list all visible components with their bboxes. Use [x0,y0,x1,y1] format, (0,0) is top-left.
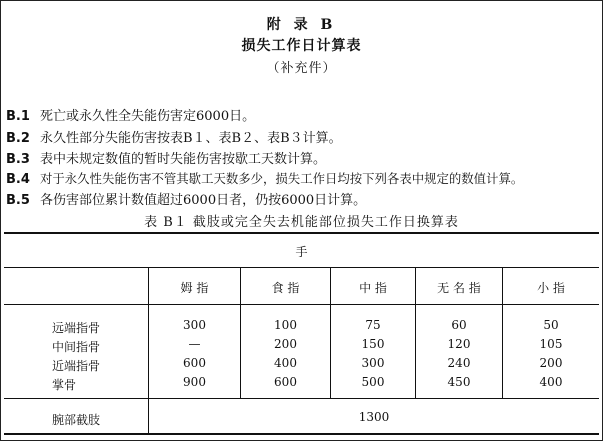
wrist-value: 1300 [358,410,390,424]
table-cell: 60 [451,318,467,332]
appendix-title: 附 录 B [266,17,337,33]
row-label-metacarpal: 掌骨 [52,378,77,392]
column-header-thumb: 姆 指 [180,281,209,295]
clause-b4: B.4 对于永久性失能伤害不管其歇工天数多少，损失工作日均按下列各表中规定的数值计算。 [6,171,524,187]
table-cell: 50 [543,318,559,332]
table-cell: 400 [539,375,563,389]
table-cell: 75 [365,318,381,332]
table-cell: 150 [361,337,385,351]
clause-b5: B.5 各伤害部位累计数值超过6000日者，仍按6000日计算。 [6,193,367,208]
table-cell: 300 [361,356,385,370]
table-cell: 400 [274,356,297,370]
appendix-note: （补充件） [266,61,337,76]
table-top-rule [4,232,599,234]
table-cell: 200 [274,337,297,351]
clause-b2: B.2 永久性部分失能伤害按表B１、表B２、表B３计算。 [6,131,342,146]
table-cell: — [188,337,201,351]
table-cell: 300 [183,318,206,332]
table-cell: 120 [447,337,471,351]
table-cell: 105 [539,337,563,351]
table-cell: 450 [447,375,471,389]
column-header-middle: 中 指 [359,281,387,295]
body-rule [4,398,599,399]
clause-b3: B.3 表中未规定数值的暂时失能伤害按歇工天数计算。 [6,152,327,167]
table-cell: 500 [361,375,385,389]
table-caption: 表 B１ 截肢或完全失去机能部位损失工作日换算表 [144,215,459,230]
column-header-index: 食 指 [271,281,300,295]
group-header-rule [4,267,599,268]
table-cell: 600 [274,375,297,389]
row-label-wrist: 腕部截肢 [52,413,101,427]
clause-b1: B.1 死亡或永久性全失能伤害定6000日。 [6,109,256,124]
row-label-distal: 远端指骨 [52,321,101,335]
table-cell: 900 [183,375,206,389]
table-cell: 200 [539,356,563,370]
row-label-middle: 中间指骨 [52,340,101,354]
column-header-little: 小 指 [537,281,565,295]
table-cell: 100 [274,318,297,332]
column-header-rule [4,304,599,305]
table-cell: 240 [447,356,471,370]
appendix-subtitle: 损失工作日计算表 [241,38,362,54]
column-header-ring: 无 名 指 [437,281,481,295]
table-group-header: 手 [295,245,308,259]
table-bottom-rule [4,433,599,435]
table-cell: 600 [183,356,206,370]
row-label-proximal: 近端指骨 [52,359,101,373]
